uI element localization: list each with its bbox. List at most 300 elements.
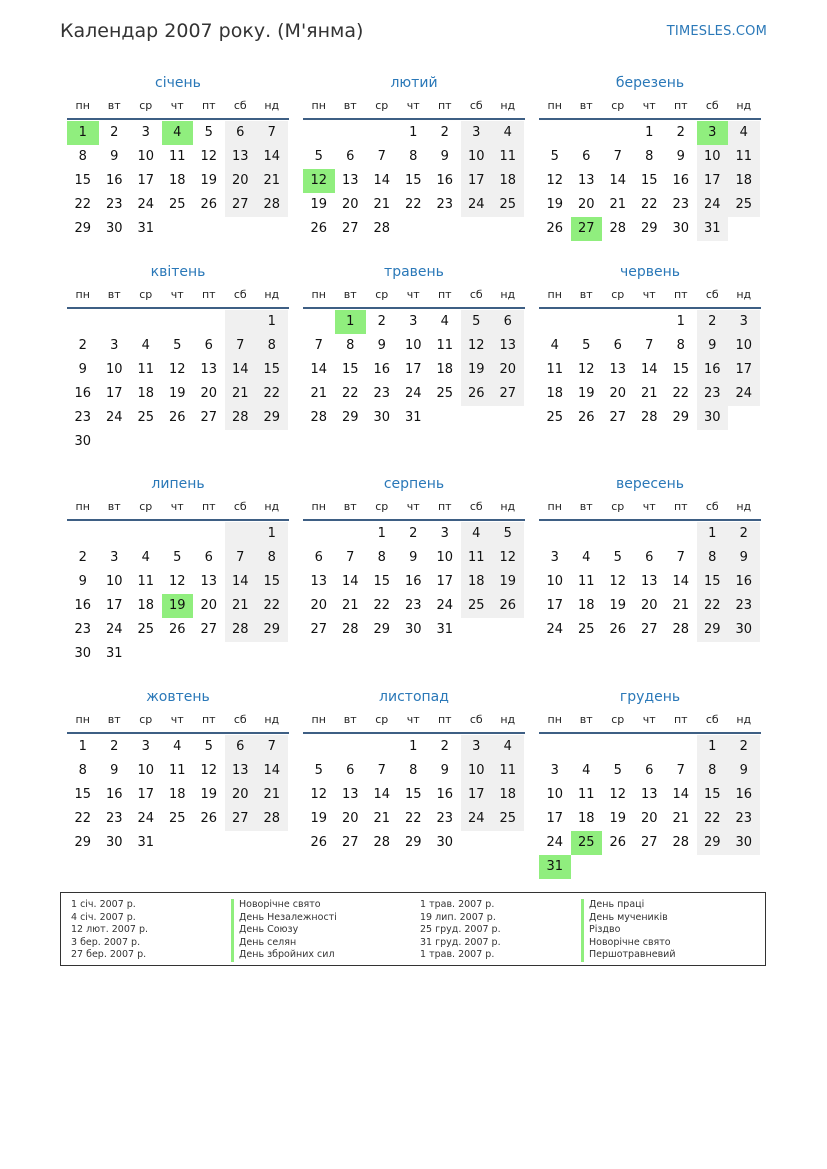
day-cell[interactable]: 30 bbox=[74, 434, 92, 449]
day-cell[interactable]: 7 bbox=[346, 550, 355, 565]
day-cell[interactable]: 31 bbox=[697, 217, 729, 241]
day-cell[interactable]: 19 bbox=[168, 386, 186, 401]
day-cell[interactable]: 13 bbox=[200, 574, 218, 589]
day-cell[interactable]: 15 bbox=[697, 783, 729, 807]
day-cell[interactable]: 15 bbox=[341, 362, 359, 377]
day-cell[interactable]: 11 bbox=[168, 149, 186, 164]
day-cell[interactable]: 15 bbox=[373, 574, 391, 589]
day-cell[interactable]: 8 bbox=[409, 149, 418, 164]
day-cell[interactable]: 17 bbox=[105, 386, 123, 401]
day-cell[interactable]: 9 bbox=[377, 338, 386, 353]
day-cell[interactable]: 16 bbox=[74, 598, 92, 613]
day-cell[interactable]: 22 bbox=[256, 382, 288, 406]
day-cell[interactable]: 1 bbox=[256, 310, 288, 334]
day-cell[interactable]: 5 bbox=[613, 763, 622, 778]
day-cell[interactable]: 28 bbox=[225, 406, 257, 430]
day-cell[interactable]: 18 bbox=[168, 173, 186, 188]
day-cell[interactable]: 5 bbox=[204, 739, 213, 754]
day-cell[interactable]: 5 bbox=[314, 149, 323, 164]
day-cell[interactable]: 11 bbox=[436, 338, 454, 353]
day-cell[interactable]: 16 bbox=[436, 173, 454, 188]
day-cell[interactable]: 26 bbox=[492, 594, 524, 618]
day-cell[interactable]: 27 bbox=[609, 410, 627, 425]
day-cell[interactable]: 12 bbox=[200, 763, 218, 778]
day-cell[interactable]: 24 bbox=[404, 386, 422, 401]
day-cell[interactable]: 16 bbox=[728, 570, 760, 594]
day-cell[interactable]: 4 bbox=[582, 550, 591, 565]
day-cell[interactable]: 1 bbox=[697, 735, 729, 759]
day-cell[interactable]: 31 bbox=[436, 622, 454, 637]
day-cell[interactable]: 7 bbox=[613, 149, 622, 164]
day-cell[interactable]: 10 bbox=[137, 763, 155, 778]
day-cell[interactable]: 20 bbox=[225, 169, 257, 193]
day-cell[interactable]: 24 bbox=[461, 193, 493, 217]
day-cell[interactable]: 14 bbox=[609, 173, 627, 188]
day-cell[interactable]: 28 bbox=[373, 221, 391, 236]
day-cell[interactable]: 9 bbox=[728, 546, 760, 570]
day-cell[interactable]: 10 bbox=[105, 362, 123, 377]
day-cell[interactable]: 23 bbox=[373, 386, 391, 401]
day-cell[interactable]: 8 bbox=[256, 546, 288, 570]
day-cell[interactable]: 24 bbox=[137, 197, 155, 212]
day-cell[interactable]: 26 bbox=[609, 622, 627, 637]
day-cell[interactable]: 14 bbox=[373, 787, 391, 802]
day-cell[interactable]: 23 bbox=[672, 197, 690, 212]
day-cell[interactable]: 30 bbox=[105, 835, 123, 850]
day-cell[interactable]: 28 bbox=[640, 410, 658, 425]
day-cell[interactable]: 10 bbox=[436, 550, 454, 565]
day-cell[interactable]: 14 bbox=[341, 574, 359, 589]
day-cell[interactable]: 13 bbox=[225, 759, 257, 783]
day-cell[interactable]: 20 bbox=[492, 358, 524, 382]
day-cell[interactable]: 11 bbox=[461, 546, 493, 570]
day-cell[interactable]: 16 bbox=[74, 386, 92, 401]
day-cell[interactable]: 17 bbox=[404, 362, 422, 377]
day-cell[interactable]: 12 bbox=[609, 574, 627, 589]
day-cell[interactable]: 21 bbox=[373, 811, 391, 826]
day-cell[interactable]: 21 bbox=[672, 598, 690, 613]
day-cell[interactable]: 23 bbox=[404, 598, 422, 613]
day-cell[interactable]: 19 bbox=[609, 811, 627, 826]
day-cell[interactable]: 4 bbox=[492, 121, 524, 145]
day-cell[interactable]: 6 bbox=[204, 550, 213, 565]
day-cell[interactable]: 15 bbox=[640, 173, 658, 188]
day-cell[interactable]: 8 bbox=[346, 338, 355, 353]
day-cell[interactable]: 2 bbox=[440, 125, 449, 140]
day-cell[interactable]: 31 bbox=[105, 646, 123, 661]
day-cell[interactable]: 23 bbox=[105, 197, 123, 212]
day-cell[interactable]: 18 bbox=[461, 570, 493, 594]
day-cell[interactable]: 28 bbox=[256, 193, 288, 217]
day-cell[interactable]: 5 bbox=[582, 338, 591, 353]
holiday-day-cell[interactable]: 31 bbox=[539, 855, 571, 879]
day-cell[interactable]: 30 bbox=[105, 221, 123, 236]
day-cell[interactable]: 16 bbox=[436, 787, 454, 802]
day-cell[interactable]: 26 bbox=[168, 410, 186, 425]
day-cell[interactable]: 14 bbox=[640, 362, 658, 377]
day-cell[interactable]: 11 bbox=[728, 145, 760, 169]
day-cell[interactable]: 28 bbox=[672, 622, 690, 637]
day-cell[interactable]: 22 bbox=[341, 386, 359, 401]
day-cell[interactable]: 15 bbox=[256, 570, 288, 594]
day-cell[interactable]: 5 bbox=[204, 125, 213, 140]
day-cell[interactable]: 13 bbox=[640, 787, 658, 802]
day-cell[interactable]: 9 bbox=[440, 763, 449, 778]
day-cell[interactable]: 21 bbox=[225, 594, 257, 618]
day-cell[interactable]: 30 bbox=[728, 831, 760, 855]
day-cell[interactable]: 24 bbox=[137, 811, 155, 826]
day-cell[interactable]: 15 bbox=[404, 787, 422, 802]
day-cell[interactable]: 10 bbox=[461, 759, 493, 783]
day-cell[interactable]: 3 bbox=[141, 739, 150, 754]
holiday-day-cell[interactable]: 27 bbox=[571, 217, 603, 241]
day-cell[interactable]: 24 bbox=[105, 410, 123, 425]
day-cell[interactable]: 13 bbox=[310, 574, 328, 589]
day-cell[interactable]: 2 bbox=[440, 739, 449, 754]
day-cell[interactable]: 26 bbox=[546, 221, 564, 236]
day-cell[interactable]: 1 bbox=[645, 125, 654, 140]
day-cell[interactable]: 25 bbox=[168, 197, 186, 212]
day-cell[interactable]: 6 bbox=[314, 550, 323, 565]
day-cell[interactable]: 2 bbox=[110, 125, 119, 140]
day-cell[interactable]: 7 bbox=[314, 338, 323, 353]
day-cell[interactable]: 15 bbox=[256, 358, 288, 382]
day-cell[interactable]: 9 bbox=[409, 550, 418, 565]
day-cell[interactable]: 2 bbox=[78, 338, 87, 353]
day-cell[interactable]: 9 bbox=[110, 763, 119, 778]
day-cell[interactable]: 11 bbox=[137, 362, 155, 377]
day-cell[interactable]: 25 bbox=[436, 386, 454, 401]
day-cell[interactable]: 23 bbox=[105, 811, 123, 826]
day-cell[interactable]: 16 bbox=[105, 787, 123, 802]
day-cell[interactable]: 6 bbox=[492, 310, 524, 334]
day-cell[interactable]: 13 bbox=[492, 334, 524, 358]
day-cell[interactable]: 30 bbox=[672, 221, 690, 236]
day-cell[interactable]: 27 bbox=[640, 622, 658, 637]
day-cell[interactable]: 12 bbox=[200, 149, 218, 164]
day-cell[interactable]: 27 bbox=[200, 622, 218, 637]
day-cell[interactable]: 19 bbox=[461, 358, 493, 382]
day-cell[interactable]: 11 bbox=[137, 574, 155, 589]
day-cell[interactable]: 27 bbox=[310, 622, 328, 637]
day-cell[interactable]: 8 bbox=[697, 759, 729, 783]
day-cell[interactable]: 10 bbox=[546, 787, 564, 802]
day-cell[interactable]: 9 bbox=[697, 334, 729, 358]
day-cell[interactable]: 26 bbox=[200, 811, 218, 826]
day-cell[interactable]: 14 bbox=[310, 362, 328, 377]
day-cell[interactable]: 18 bbox=[168, 787, 186, 802]
day-cell[interactable]: 21 bbox=[341, 598, 359, 613]
day-cell[interactable]: 1 bbox=[377, 526, 386, 541]
day-cell[interactable]: 22 bbox=[256, 594, 288, 618]
day-cell[interactable]: 23 bbox=[697, 382, 729, 406]
day-cell[interactable]: 4 bbox=[440, 314, 449, 329]
day-cell[interactable]: 16 bbox=[105, 173, 123, 188]
day-cell[interactable]: 30 bbox=[436, 835, 454, 850]
day-cell[interactable]: 28 bbox=[341, 622, 359, 637]
day-cell[interactable]: 21 bbox=[609, 197, 627, 212]
day-cell[interactable]: 22 bbox=[697, 594, 729, 618]
day-cell[interactable]: 14 bbox=[225, 570, 257, 594]
day-cell[interactable]: 17 bbox=[105, 598, 123, 613]
day-cell[interactable]: 26 bbox=[461, 382, 493, 406]
day-cell[interactable]: 13 bbox=[609, 362, 627, 377]
day-cell[interactable]: 26 bbox=[577, 410, 595, 425]
day-cell[interactable]: 18 bbox=[728, 169, 760, 193]
day-cell[interactable]: 27 bbox=[200, 410, 218, 425]
day-cell[interactable]: 24 bbox=[697, 193, 729, 217]
day-cell[interactable]: 17 bbox=[728, 358, 760, 382]
day-cell[interactable]: 3 bbox=[461, 121, 493, 145]
day-cell[interactable]: 11 bbox=[577, 787, 595, 802]
day-cell[interactable]: 22 bbox=[697, 807, 729, 831]
day-cell[interactable]: 20 bbox=[225, 783, 257, 807]
day-cell[interactable]: 7 bbox=[676, 763, 685, 778]
day-cell[interactable]: 27 bbox=[225, 193, 257, 217]
day-cell[interactable]: 13 bbox=[341, 787, 359, 802]
day-cell[interactable]: 19 bbox=[577, 386, 595, 401]
day-cell[interactable]: 20 bbox=[640, 811, 658, 826]
day-cell[interactable]: 2 bbox=[110, 739, 119, 754]
day-cell[interactable]: 13 bbox=[200, 362, 218, 377]
day-cell[interactable]: 27 bbox=[341, 835, 359, 850]
day-cell[interactable]: 15 bbox=[74, 787, 92, 802]
day-cell[interactable]: 19 bbox=[546, 197, 564, 212]
day-cell[interactable]: 12 bbox=[577, 362, 595, 377]
day-cell[interactable]: 8 bbox=[676, 338, 685, 353]
day-cell[interactable]: 21 bbox=[672, 811, 690, 826]
day-cell[interactable]: 4 bbox=[141, 338, 150, 353]
day-cell[interactable]: 4 bbox=[173, 739, 182, 754]
day-cell[interactable]: 1 bbox=[697, 522, 729, 546]
day-cell[interactable]: 17 bbox=[137, 787, 155, 802]
day-cell[interactable]: 22 bbox=[373, 598, 391, 613]
day-cell[interactable]: 3 bbox=[110, 550, 119, 565]
day-cell[interactable]: 25 bbox=[728, 193, 760, 217]
day-cell[interactable]: 18 bbox=[546, 386, 564, 401]
day-cell[interactable]: 13 bbox=[577, 173, 595, 188]
day-cell[interactable]: 2 bbox=[728, 522, 760, 546]
day-cell[interactable]: 22 bbox=[404, 811, 422, 826]
day-cell[interactable]: 12 bbox=[168, 574, 186, 589]
day-cell[interactable]: 25 bbox=[168, 811, 186, 826]
day-cell[interactable]: 16 bbox=[672, 173, 690, 188]
day-cell[interactable]: 13 bbox=[341, 173, 359, 188]
day-cell[interactable]: 14 bbox=[373, 173, 391, 188]
day-cell[interactable]: 3 bbox=[141, 125, 150, 140]
day-cell[interactable]: 17 bbox=[436, 574, 454, 589]
day-cell[interactable]: 4 bbox=[461, 522, 493, 546]
holiday-day-cell[interactable]: 12 bbox=[303, 169, 335, 193]
day-cell[interactable]: 31 bbox=[137, 221, 155, 236]
day-cell[interactable]: 26 bbox=[609, 835, 627, 850]
day-cell[interactable]: 19 bbox=[310, 811, 328, 826]
day-cell[interactable]: 8 bbox=[697, 546, 729, 570]
day-cell[interactable]: 22 bbox=[640, 197, 658, 212]
day-cell[interactable]: 18 bbox=[137, 598, 155, 613]
day-cell[interactable]: 17 bbox=[461, 783, 493, 807]
holiday-day-cell[interactable]: 4 bbox=[162, 121, 194, 145]
day-cell[interactable]: 5 bbox=[550, 149, 559, 164]
day-cell[interactable]: 9 bbox=[78, 574, 87, 589]
day-cell[interactable]: 18 bbox=[436, 362, 454, 377]
day-cell[interactable]: 29 bbox=[373, 622, 391, 637]
day-cell[interactable]: 2 bbox=[728, 735, 760, 759]
day-cell[interactable]: 4 bbox=[141, 550, 150, 565]
day-cell[interactable]: 2 bbox=[377, 314, 386, 329]
day-cell[interactable]: 8 bbox=[78, 763, 87, 778]
day-cell[interactable]: 28 bbox=[609, 221, 627, 236]
day-cell[interactable]: 5 bbox=[173, 338, 182, 353]
day-cell[interactable]: 21 bbox=[310, 386, 328, 401]
day-cell[interactable]: 23 bbox=[436, 197, 454, 212]
day-cell[interactable]: 4 bbox=[492, 735, 524, 759]
day-cell[interactable]: 30 bbox=[404, 622, 422, 637]
day-cell[interactable]: 7 bbox=[256, 735, 288, 759]
day-cell[interactable]: 30 bbox=[74, 646, 92, 661]
day-cell[interactable]: 29 bbox=[74, 221, 92, 236]
day-cell[interactable]: 6 bbox=[225, 735, 257, 759]
day-cell[interactable]: 30 bbox=[697, 406, 729, 430]
day-cell[interactable]: 11 bbox=[546, 362, 564, 377]
day-cell[interactable]: 20 bbox=[200, 386, 218, 401]
day-cell[interactable]: 6 bbox=[645, 550, 654, 565]
day-cell[interactable]: 10 bbox=[404, 338, 422, 353]
day-cell[interactable]: 9 bbox=[728, 759, 760, 783]
day-cell[interactable]: 22 bbox=[74, 197, 92, 212]
day-cell[interactable]: 22 bbox=[672, 386, 690, 401]
day-cell[interactable]: 25 bbox=[137, 622, 155, 637]
day-cell[interactable]: 29 bbox=[74, 835, 92, 850]
day-cell[interactable]: 12 bbox=[168, 362, 186, 377]
day-cell[interactable]: 24 bbox=[728, 382, 760, 406]
day-cell[interactable]: 17 bbox=[546, 811, 564, 826]
day-cell[interactable]: 18 bbox=[577, 811, 595, 826]
day-cell[interactable]: 22 bbox=[404, 197, 422, 212]
day-cell[interactable]: 4 bbox=[550, 338, 559, 353]
day-cell[interactable]: 24 bbox=[546, 835, 564, 850]
day-cell[interactable]: 11 bbox=[168, 763, 186, 778]
holiday-day-cell[interactable]: 1 bbox=[335, 310, 367, 334]
day-cell[interactable]: 14 bbox=[672, 787, 690, 802]
day-cell[interactable]: 25 bbox=[492, 193, 524, 217]
day-cell[interactable]: 7 bbox=[225, 546, 257, 570]
day-cell[interactable]: 14 bbox=[256, 759, 288, 783]
day-cell[interactable]: 29 bbox=[697, 831, 729, 855]
day-cell[interactable]: 7 bbox=[676, 550, 685, 565]
day-cell[interactable]: 21 bbox=[256, 783, 288, 807]
day-cell[interactable]: 15 bbox=[697, 570, 729, 594]
day-cell[interactable]: 29 bbox=[341, 410, 359, 425]
day-cell[interactable]: 23 bbox=[74, 622, 92, 637]
day-cell[interactable]: 20 bbox=[310, 598, 328, 613]
day-cell[interactable]: 3 bbox=[409, 314, 418, 329]
holiday-day-cell[interactable]: 1 bbox=[67, 121, 99, 145]
day-cell[interactable]: 24 bbox=[461, 807, 493, 831]
day-cell[interactable]: 18 bbox=[492, 169, 524, 193]
day-cell[interactable]: 18 bbox=[492, 783, 524, 807]
day-cell[interactable]: 28 bbox=[373, 835, 391, 850]
day-cell[interactable]: 2 bbox=[78, 550, 87, 565]
day-cell[interactable]: 21 bbox=[225, 382, 257, 406]
day-cell[interactable]: 6 bbox=[582, 149, 591, 164]
day-cell[interactable]: 2 bbox=[676, 125, 685, 140]
day-cell[interactable]: 12 bbox=[492, 546, 524, 570]
day-cell[interactable]: 26 bbox=[168, 622, 186, 637]
day-cell[interactable]: 10 bbox=[728, 334, 760, 358]
day-cell[interactable]: 14 bbox=[256, 145, 288, 169]
day-cell[interactable]: 19 bbox=[609, 598, 627, 613]
day-cell[interactable]: 6 bbox=[204, 338, 213, 353]
day-cell[interactable]: 25 bbox=[577, 622, 595, 637]
day-cell[interactable]: 29 bbox=[256, 406, 288, 430]
day-cell[interactable]: 29 bbox=[697, 618, 729, 642]
day-cell[interactable]: 30 bbox=[373, 410, 391, 425]
day-cell[interactable]: 9 bbox=[440, 149, 449, 164]
day-cell[interactable]: 12 bbox=[609, 787, 627, 802]
day-cell[interactable]: 19 bbox=[310, 197, 328, 212]
day-cell[interactable]: 30 bbox=[728, 618, 760, 642]
holiday-day-cell[interactable]: 3 bbox=[697, 121, 729, 145]
day-cell[interactable]: 13 bbox=[225, 145, 257, 169]
day-cell[interactable]: 24 bbox=[546, 622, 564, 637]
day-cell[interactable]: 23 bbox=[74, 410, 92, 425]
day-cell[interactable]: 21 bbox=[373, 197, 391, 212]
day-cell[interactable]: 23 bbox=[728, 807, 760, 831]
day-cell[interactable]: 3 bbox=[110, 338, 119, 353]
day-cell[interactable]: 27 bbox=[341, 221, 359, 236]
day-cell[interactable]: 25 bbox=[137, 410, 155, 425]
day-cell[interactable]: 7 bbox=[645, 338, 654, 353]
day-cell[interactable]: 9 bbox=[78, 362, 87, 377]
day-cell[interactable]: 5 bbox=[173, 550, 182, 565]
day-cell[interactable]: 8 bbox=[78, 149, 87, 164]
day-cell[interactable]: 16 bbox=[404, 574, 422, 589]
day-cell[interactable]: 21 bbox=[256, 169, 288, 193]
day-cell[interactable]: 21 bbox=[640, 386, 658, 401]
day-cell[interactable]: 19 bbox=[200, 787, 218, 802]
day-cell[interactable]: 7 bbox=[225, 334, 257, 358]
day-cell[interactable]: 22 bbox=[74, 811, 92, 826]
day-cell[interactable]: 17 bbox=[697, 169, 729, 193]
day-cell[interactable]: 27 bbox=[492, 382, 524, 406]
day-cell[interactable]: 6 bbox=[346, 149, 355, 164]
day-cell[interactable]: 26 bbox=[200, 197, 218, 212]
day-cell[interactable]: 31 bbox=[404, 410, 422, 425]
day-cell[interactable]: 13 bbox=[640, 574, 658, 589]
day-cell[interactable]: 20 bbox=[577, 197, 595, 212]
day-cell[interactable]: 5 bbox=[492, 522, 524, 546]
day-cell[interactable]: 26 bbox=[310, 835, 328, 850]
day-cell[interactable]: 2 bbox=[409, 526, 418, 541]
day-cell[interactable]: 20 bbox=[341, 197, 359, 212]
day-cell[interactable]: 10 bbox=[137, 149, 155, 164]
day-cell[interactable]: 3 bbox=[461, 735, 493, 759]
day-cell[interactable]: 25 bbox=[492, 807, 524, 831]
day-cell[interactable]: 6 bbox=[645, 763, 654, 778]
day-cell[interactable]: 28 bbox=[310, 410, 328, 425]
day-cell[interactable]: 20 bbox=[609, 386, 627, 401]
day-cell[interactable]: 10 bbox=[546, 574, 564, 589]
day-cell[interactable]: 29 bbox=[672, 410, 690, 425]
day-cell[interactable]: 9 bbox=[676, 149, 685, 164]
day-cell[interactable]: 27 bbox=[640, 835, 658, 850]
day-cell[interactable]: 9 bbox=[110, 149, 119, 164]
day-cell[interactable]: 16 bbox=[697, 358, 729, 382]
day-cell[interactable]: 12 bbox=[461, 334, 493, 358]
day-cell[interactable]: 19 bbox=[200, 173, 218, 188]
day-cell[interactable]: 24 bbox=[105, 622, 123, 637]
